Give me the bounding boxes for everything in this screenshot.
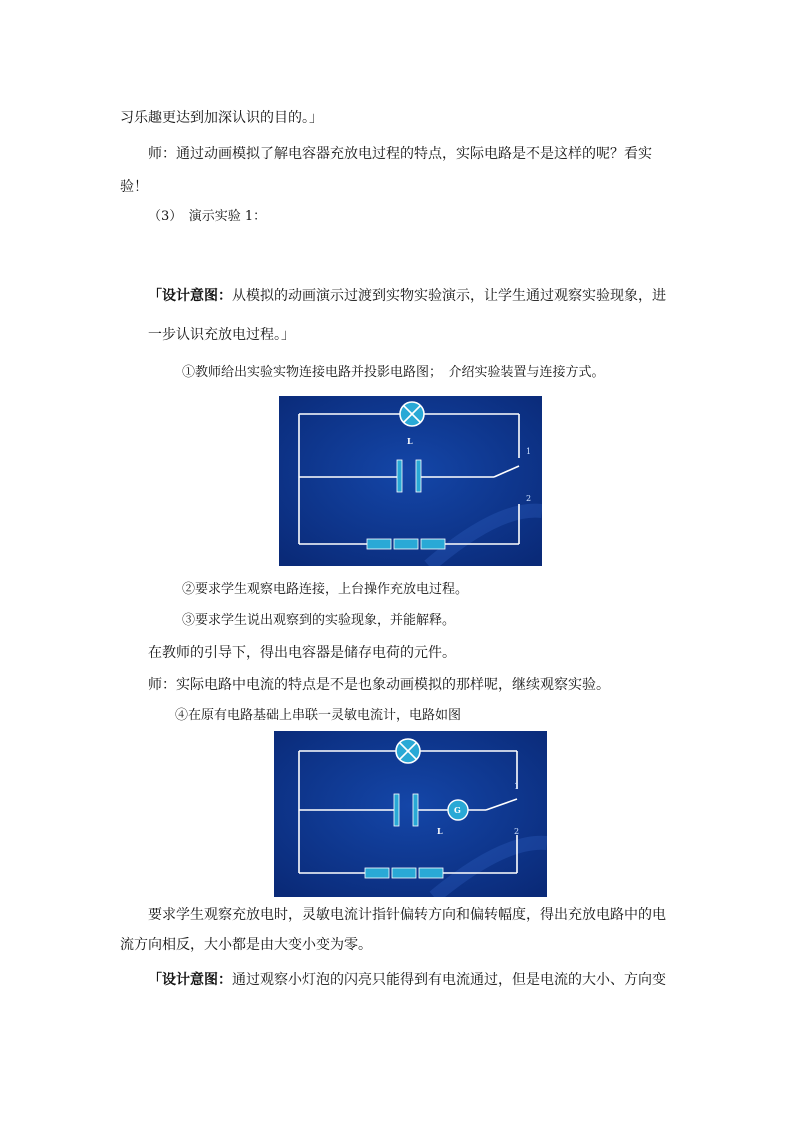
galvanometer-label: G [454, 805, 461, 815]
battery-icon [367, 539, 445, 549]
paragraph-conclusion: 在教师的引导下，得出电容器是储存电荷的元件。 [148, 645, 456, 661]
lamp-label: L [407, 436, 413, 446]
lamp-icon [396, 739, 420, 763]
switch-terminal-1: 1 [514, 782, 520, 791]
step-4: ④在原有电路基础上串联一灵敏电流计，电路如图 [175, 708, 462, 723]
design-intent-label: 「设计意图： [148, 288, 232, 304]
step-2: ②要求学生观察电路连接，上台操作充放电过程。 [182, 582, 469, 597]
paragraph-observe-2: 流方向相反，大小都是由大变小变为零。 [120, 937, 372, 953]
design-intent-text-2: 通过观察小灯泡的闪亮只能得到有电流通过，但是电流的大小、方向变 [232, 972, 666, 988]
design-intent-1-cont: 一步认识充放电过程。」 [148, 327, 295, 343]
paragraph-line-3: 验！ [120, 179, 148, 195]
step-3: ③要求学生说出观察到的实验现象，并能解释。 [182, 613, 456, 628]
design-intent-1 [148, 286, 666, 306]
lamp-label: L [437, 826, 443, 836]
switch-terminal-2: 2 [526, 494, 532, 503]
design-intent-text: 从模拟的动画演示过渡到实物实验演示，让学生通过观察实验现象，进 [232, 288, 666, 304]
circuit-figure-2 [274, 731, 547, 897]
step-1: ①教师给出实验实物连接电路并投影电路图； 介绍实验装置与连接方式。 [182, 365, 605, 380]
paragraph-observe-1: 要求学生观察充放电时，灵敏电流计指针偏转方向和偏转幅度，得出充放电路中的电 [148, 907, 666, 923]
design-intent-2 [148, 970, 666, 990]
paragraph-teacher: 师：实际电路中电流的特点是不是也象动画模拟的那样呢，继续观察实验。 [148, 677, 610, 693]
paragraph-line-2: 师：通过动画模拟了解电容器充放电过程的特点，实际电路是不是这样的呢？看实 [148, 146, 652, 162]
circuit-figure-1 [279, 396, 542, 566]
design-intent-label-2: 「设计意图： [148, 972, 232, 988]
step-heading: （3） 演示实验 1： [148, 209, 267, 224]
paragraph-line-1: 习乐趣更达到加深认识的目的。」 [120, 110, 323, 126]
switch-terminal-2: 2 [514, 827, 520, 836]
lamp-icon [400, 402, 424, 426]
battery-icon [365, 868, 443, 878]
switch-terminal-1: 1 [526, 447, 532, 456]
